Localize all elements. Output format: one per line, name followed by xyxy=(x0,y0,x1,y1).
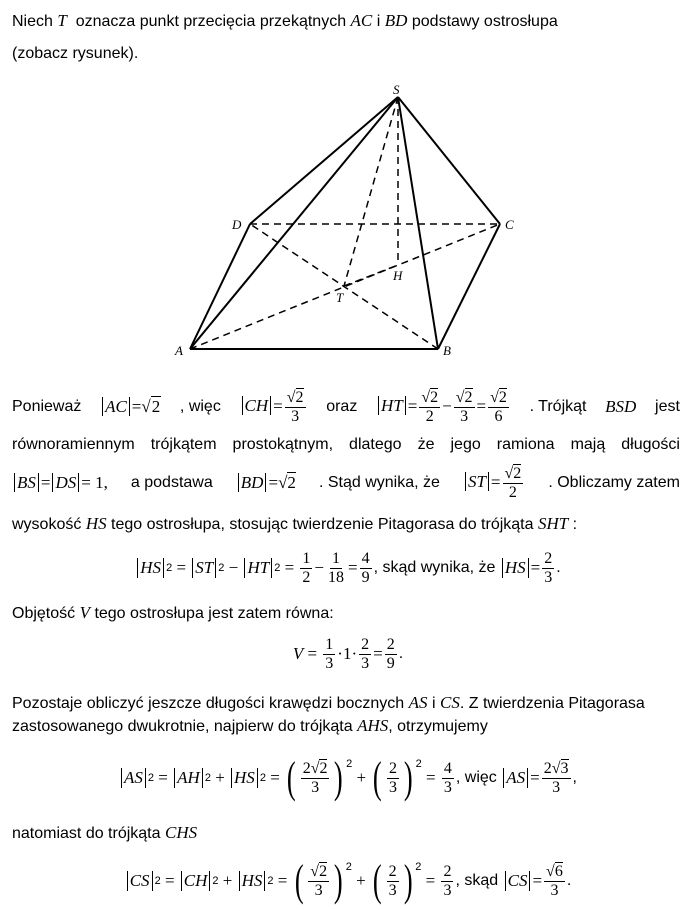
label-T: T xyxy=(336,290,344,305)
math-CS: CS xyxy=(127,871,153,891)
math-HS: HS xyxy=(137,558,164,578)
equation-hs: HS 2 = ST 2 − HT 2 = $\frac{1}{2}$ − $\frac{1}{18}$ = $\frac{4}{9}$ , skąd wynika, że HS = $\frac{2}{3}$ . xyxy=(0,548,696,588)
label-B: B xyxy=(443,343,451,358)
label-A: A xyxy=(175,343,183,358)
text: oraz xyxy=(326,398,358,415)
text: i xyxy=(431,695,436,712)
math-CS: CS xyxy=(505,871,531,891)
text: . xyxy=(398,645,404,662)
line-TH xyxy=(344,265,398,286)
intro-text: (zobacz rysunek). xyxy=(12,45,139,62)
math-CH: CH xyxy=(181,871,211,891)
den: 3 xyxy=(552,778,561,796)
para3-line xyxy=(12,466,680,500)
word: jego xyxy=(450,436,481,453)
word: dlatego xyxy=(349,436,402,453)
text: Ponieważ xyxy=(12,398,82,415)
edge-SB xyxy=(398,97,438,349)
math-AC: AC xyxy=(350,11,373,30)
math-BSD: BSD xyxy=(605,397,637,416)
math-BD: BD xyxy=(238,473,267,492)
edge-SA xyxy=(190,97,398,349)
eq-one: = 1, xyxy=(81,472,108,492)
den: 18 xyxy=(328,568,345,586)
edge-BC xyxy=(438,224,500,349)
para1-line-1 xyxy=(12,390,680,424)
math-ST: ST xyxy=(192,558,216,578)
word: ramiona xyxy=(496,436,555,453)
den: 9 xyxy=(386,654,395,672)
word: trójkątem xyxy=(150,436,217,453)
paren-group: ( $\frac{2√2}{3}$ ) xyxy=(286,753,344,802)
num: 2 xyxy=(389,759,397,777)
den: 3 xyxy=(443,881,452,899)
intro-text: podstawy ostrosłupa xyxy=(411,13,558,30)
num: 2 xyxy=(544,549,553,567)
pyramid-figure xyxy=(0,0,696,370)
num: 2 xyxy=(295,388,304,406)
den: 3 xyxy=(361,654,370,672)
num: 1 xyxy=(302,549,311,567)
math-V: V xyxy=(79,603,90,622)
word: że xyxy=(417,436,435,453)
radicand: 2 xyxy=(319,862,328,880)
expr-st: ST = $\frac{√2}{2}$ xyxy=(463,466,525,501)
math-BS: BS xyxy=(14,473,39,492)
text: : xyxy=(572,516,578,533)
num: 1 xyxy=(332,549,341,567)
text: . xyxy=(566,872,572,889)
num: 2 xyxy=(388,862,397,880)
text: , skąd wynika, że xyxy=(373,559,496,576)
paren-group: ( $\frac{√2}{3}$ ) xyxy=(294,856,343,905)
sqrt-radicand: 2 xyxy=(151,396,161,416)
math-AS: AS xyxy=(408,693,428,712)
text: , więc xyxy=(179,398,221,415)
den: 3 xyxy=(550,881,559,899)
den: 3 xyxy=(460,407,469,425)
text: . Obliczamy zatem xyxy=(548,474,680,491)
math-AS: AS xyxy=(121,768,146,788)
den: 3 xyxy=(291,407,300,425)
label-D: D xyxy=(232,217,242,232)
text: , więc xyxy=(455,769,497,786)
text: tego ostrosłupa jest zatem równa: xyxy=(94,605,334,622)
math-HS: HS xyxy=(231,768,258,788)
para4-line xyxy=(12,514,577,535)
radicand: 6 xyxy=(554,862,563,880)
text: , skąd xyxy=(455,872,499,889)
math-DS: DS xyxy=(52,473,79,492)
math-HS: HS xyxy=(85,514,107,533)
math-CS: CS xyxy=(440,693,460,712)
text: jest xyxy=(655,398,680,415)
natomiast-line xyxy=(12,823,197,844)
math-HS: HS xyxy=(239,871,266,891)
text: natomiast do trójkąta xyxy=(12,825,161,842)
word: prostokątnym, xyxy=(232,436,334,453)
expr-bd: BD =√2 xyxy=(236,473,296,494)
math-CHS: CHS xyxy=(164,823,198,842)
equation-as: AS 2 = AH 2 + HS 2 = ( $\frac{2√2}{3}$ ) $^2$ + ( $\frac{2}{3}$ ) $^2$ = $\frac{4}{3}$ , więc AS = $\frac{2√3}{3}$ , xyxy=(0,748,696,808)
text: . xyxy=(556,559,561,576)
num: 2 xyxy=(386,635,395,653)
edge-SD xyxy=(250,97,398,224)
line-ST xyxy=(344,97,398,286)
math-CH: CH xyxy=(242,396,272,415)
den: 3 xyxy=(388,881,397,899)
text: . Z twierdzenia Pitagorasa xyxy=(459,695,645,712)
math-HS: HS xyxy=(502,558,529,578)
coef: 2 xyxy=(302,759,311,777)
text: Objętość xyxy=(12,605,76,622)
text: ·1· xyxy=(337,644,358,663)
expr-ch: CH = $\frac{√2}{3}$ xyxy=(240,390,308,425)
intro-text: oznacza punkt przecięcia przekątnych xyxy=(75,13,347,30)
math-HT: HT xyxy=(378,396,406,415)
intro-text: i xyxy=(376,13,381,30)
math-SHT: SHT xyxy=(537,514,569,533)
expr-ht: HT = $\frac{√2}{2}$ − $\frac{√2}{3}$ = $\frac{√2}{6}$ xyxy=(376,390,511,425)
word: równoramiennym xyxy=(12,436,135,453)
equation-cs: CS 2 = CH 2 + HS 2 = ( $\frac{√2}{3}$ ) $^2$ + ( $\frac{2}{3}$ ) $^2$ = $\frac{2}{3}$ , skąd CS = $\frac{√6}{3}$ . xyxy=(0,853,696,909)
para5-line-1 xyxy=(12,693,645,714)
edge-SC xyxy=(398,97,500,224)
math-AH: AH xyxy=(174,768,203,788)
num: 2 xyxy=(443,862,452,880)
text: a podstawa xyxy=(130,474,213,491)
math-T: T xyxy=(57,11,67,30)
math-ST: ST xyxy=(465,472,489,491)
den: 6 xyxy=(494,407,503,425)
num: 2 xyxy=(361,635,370,653)
equation-volume: V = $\frac{1}{3}$ ·1· $\frac{2}{3}$ = $\frac{2}{9}$ . xyxy=(292,635,404,672)
expr-bs-ds: BS = DS = 1, xyxy=(12,473,108,494)
den: 3 xyxy=(314,881,323,899)
text: Pozostaje obliczyć jeszcze długości krawędzi bocznych xyxy=(12,695,405,712)
num: 1 xyxy=(325,635,334,653)
label-S: S xyxy=(393,82,400,97)
minus: − xyxy=(442,396,452,416)
text: , otrzymujemy xyxy=(388,718,488,735)
den: 3 xyxy=(544,568,553,586)
radicand: 2 xyxy=(319,759,328,777)
word: mają xyxy=(570,436,606,453)
text: , xyxy=(572,769,577,786)
label-C: C xyxy=(505,217,514,232)
text: wysokość xyxy=(12,516,82,533)
den: 3 xyxy=(325,654,334,672)
math-AC: AC xyxy=(102,397,130,416)
num: 4 xyxy=(443,759,452,777)
math-BD: BD xyxy=(384,11,408,30)
paren-group: ( $\frac{2}{3}$ ) xyxy=(373,753,413,802)
den: 9 xyxy=(361,568,370,586)
num: 4 xyxy=(361,549,370,567)
text: tego ostrosłupa, stosując twierdzenie Pitagorasa do trójkąta xyxy=(111,516,534,533)
volume-intro xyxy=(12,603,334,624)
den: 2 xyxy=(425,407,434,425)
intro-text: Niech xyxy=(12,13,53,30)
den: 3 xyxy=(389,778,397,796)
expr-ac: AC =√2 xyxy=(100,397,161,418)
text: zastosowanego dwukrotnie, najpierw do trójkąta xyxy=(12,718,353,735)
radicand: 3 xyxy=(560,759,569,777)
word: długości xyxy=(621,436,680,453)
text: . Stąd wynika, że xyxy=(318,474,440,491)
math-V: V xyxy=(292,644,304,663)
den: 2 xyxy=(302,568,311,586)
math-AHS: AHS xyxy=(357,716,389,735)
para2-line xyxy=(12,435,680,455)
math-HT: HT xyxy=(244,558,272,578)
coef: 2 xyxy=(543,759,552,777)
math-AS: AS xyxy=(503,768,528,788)
label-H: H xyxy=(393,268,403,283)
para5-line-2 xyxy=(12,716,488,737)
den: 3 xyxy=(443,778,452,796)
paren-group: ( $\frac{2}{3}$ ) xyxy=(372,856,413,905)
den: 3 xyxy=(311,778,320,796)
text: . Trójkąt xyxy=(529,398,587,415)
